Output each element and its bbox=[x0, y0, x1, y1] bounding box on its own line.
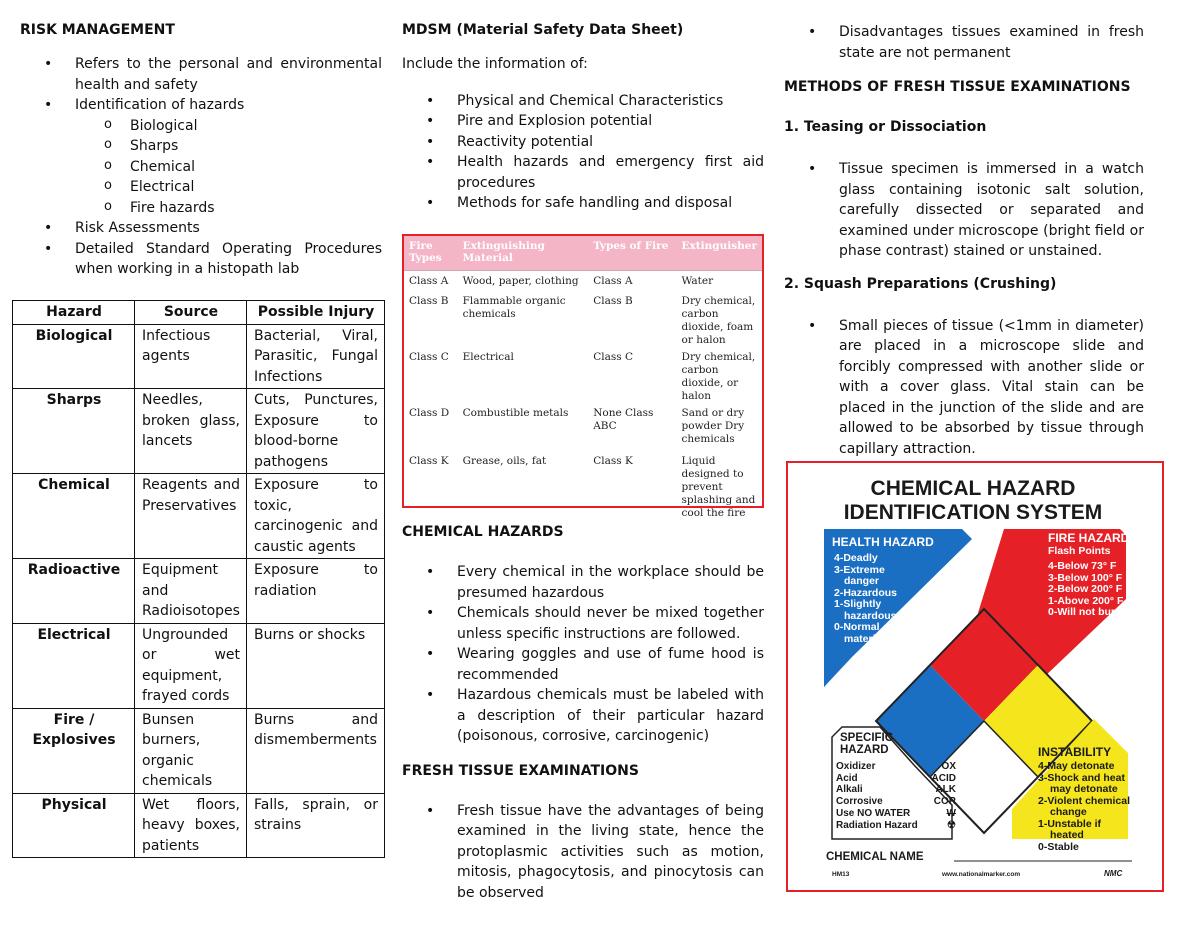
list-item: • Detailed Standard Operating Procedures when working in a histopath lab bbox=[20, 239, 382, 280]
instability-line: heated bbox=[1050, 829, 1084, 841]
list-item: • Reactivity potential bbox=[402, 132, 764, 153]
list-item bbox=[20, 95, 382, 218]
fresh-tissue-title: FRESH TISSUE EXAMINATIONS bbox=[402, 762, 639, 779]
specific-row bbox=[836, 808, 956, 820]
fire-subtitle: Flash Points bbox=[1048, 545, 1111, 557]
health-line: 0-Normal bbox=[834, 621, 880, 633]
specific-code: COR bbox=[933, 796, 956, 808]
list-item: • Refers to the personal and environmental health and safety bbox=[20, 54, 382, 95]
fire-class-cell: Class A bbox=[404, 271, 458, 292]
list-item: • Fresh tissue have the advantages of being examined in the living state, hence the protoplasmic activities such as motion, mitosis, phagocytosis, and pinocytosis can be observed bbox=[402, 801, 764, 904]
chemical-name-label: CHEMICAL NAME bbox=[826, 851, 924, 863]
fire-title: FIRE HAZARD bbox=[1048, 531, 1130, 545]
chemical-hazard-poster bbox=[786, 461, 1164, 892]
fire-types-table bbox=[404, 236, 762, 520]
table-row bbox=[13, 623, 385, 708]
table-header-row bbox=[404, 236, 762, 271]
table-row bbox=[13, 389, 385, 474]
fresh-tissue-list bbox=[402, 801, 764, 904]
poster-title-line2: IDENTIFICATION SYSTEM bbox=[843, 501, 1103, 524]
specific-row bbox=[836, 820, 956, 832]
sub-item: o Fire hazards bbox=[20, 198, 382, 219]
type-cell: Class A bbox=[588, 271, 676, 292]
poster-title-line1: CHEMICAL HAZARD bbox=[870, 477, 1076, 500]
material-cell: Grease, oils, fat bbox=[462, 455, 547, 467]
material-cell: Wood, paper, clothing bbox=[458, 271, 589, 292]
health-line: 3-Extreme bbox=[834, 563, 885, 576]
header-extinguishing-material: Extinguishing Material bbox=[458, 236, 589, 271]
msds-intro: Include the information of: bbox=[402, 56, 588, 72]
instability-line: change bbox=[1050, 806, 1087, 818]
list-item: • Wearing goggles and use of fume hood is recommended bbox=[402, 644, 764, 685]
list-item-text: Identification of hazards bbox=[75, 97, 245, 113]
sub-item: o Chemical bbox=[20, 157, 382, 178]
header-types-of-fire: Types of Fire bbox=[588, 236, 676, 271]
table-row bbox=[404, 403, 762, 451]
fire-scale bbox=[1048, 561, 1123, 619]
hazard-cell: Electrical bbox=[13, 623, 135, 708]
table-row bbox=[404, 347, 762, 403]
msds-list bbox=[402, 91, 764, 214]
fire-class-cell: Class C bbox=[409, 351, 449, 363]
list-item: • Tissue specimen is immersed in a watch glass containing isotonic salt solution, carefully dissected or separated and examined under microscope (bright field or phase contrast) stained or unstained. bbox=[784, 159, 1144, 262]
specific-title-line2: HAZARD bbox=[840, 743, 889, 756]
extinguisher-cell: Sand or dry powder Dry chemicals bbox=[681, 407, 745, 445]
list-item: • Methods for safe handling and disposal bbox=[402, 193, 764, 214]
table-row bbox=[13, 324, 385, 389]
health-line: 1-Slightly bbox=[834, 598, 882, 610]
list-item: • Pire and Explosion potential bbox=[402, 111, 764, 132]
extinguisher-cell: Liquid designed to prevent splashing and cool the fire bbox=[681, 455, 756, 519]
list-item: • Chemicals should never be mixed together unless specific instructions are followed. bbox=[402, 603, 764, 644]
material-cell: Combustible metals bbox=[462, 407, 569, 419]
source-cell: Equipment and Radioisotopes bbox=[135, 559, 247, 624]
source-cell: Reagents and Preservatives bbox=[135, 474, 247, 559]
chemical-hazards-section bbox=[402, 524, 764, 903]
injury-cell: Bacterial, Viral, Parasitic, Fungal Infections bbox=[247, 324, 385, 389]
specific-code: ACID bbox=[931, 772, 956, 784]
table-row bbox=[13, 708, 385, 793]
specific-title-line1: SPECIFIC bbox=[840, 732, 894, 744]
health-line: 2-Hazardous bbox=[834, 586, 898, 599]
list-item: • Disadvantages tissues examined in fresh state are not permanent bbox=[784, 22, 1144, 63]
instability-line: 0-Stable bbox=[1038, 840, 1079, 853]
instability-line: 1-Unstable if bbox=[1038, 817, 1102, 830]
instability-line: 2-Violent chemical bbox=[1038, 794, 1131, 807]
sub-item: o Biological bbox=[20, 116, 382, 137]
injury-cell: Cuts, Punctures, Exposure to blood-borne pathogens bbox=[247, 389, 385, 474]
chemical-hazards-list bbox=[402, 562, 764, 747]
fire-line: 2-Below 200° F bbox=[1048, 583, 1123, 595]
extinguisher-cell: Water bbox=[677, 271, 762, 292]
risk-management-section bbox=[20, 22, 382, 280]
injury-cell: Falls, sprain, or strains bbox=[247, 793, 385, 858]
source-cell: Wet floors, heavy boxes, patients bbox=[135, 793, 247, 858]
instability-scale bbox=[1038, 761, 1130, 853]
type-cell: None Class ABC bbox=[593, 407, 654, 432]
poster-url: www.nationalmarker.com bbox=[942, 871, 1021, 878]
header-fire-types: Fire Types bbox=[404, 236, 458, 271]
material-cell: Electrical bbox=[462, 351, 514, 363]
poster-code: HM13 bbox=[832, 871, 850, 878]
injury-cell: Burns or shocks bbox=[247, 623, 385, 708]
fresh-tissue-methods-section bbox=[784, 22, 1144, 459]
fire-line: 1-Above 200° F bbox=[1048, 594, 1124, 607]
nmc-logo: NMC bbox=[1104, 869, 1123, 878]
specific-name: Oxidizer bbox=[836, 761, 876, 772]
header-extinguisher: Extinguisher bbox=[677, 236, 762, 271]
method-1-title: 1. Teasing or Dissociation bbox=[784, 119, 987, 135]
sub-item: o Sharps bbox=[20, 136, 382, 157]
radiation-icon: ☢ bbox=[947, 819, 956, 831]
type-cell: Class B bbox=[593, 295, 633, 307]
specific-title bbox=[840, 733, 893, 756]
specific-row bbox=[836, 773, 956, 785]
poster-inner bbox=[802, 469, 1144, 879]
hazard-cell: Fire / Explosives bbox=[13, 708, 135, 793]
risk-list bbox=[20, 54, 382, 280]
hazard-cell: Chemical bbox=[13, 474, 135, 559]
type-cell: Class C bbox=[593, 351, 633, 363]
risk-management-title: RISK MANAGEMENT bbox=[20, 22, 175, 38]
specific-row bbox=[836, 796, 956, 808]
list-item: • Physical and Chemical Characteristics bbox=[402, 91, 764, 112]
fire-line: 3-Below 100° F bbox=[1048, 571, 1123, 584]
msds-title: MDSM (Material Safety Data Sheet) bbox=[402, 22, 684, 38]
table-row bbox=[404, 291, 762, 347]
injury-cell: Exposure to radiation bbox=[247, 559, 385, 624]
header-injury: Possible Injury bbox=[247, 301, 385, 325]
fresh-tissue-list-cont bbox=[784, 22, 1144, 63]
list-item: • Health hazards and emergency first aid procedures bbox=[402, 152, 764, 193]
sub-item: o Electrical bbox=[20, 177, 382, 198]
hazard-cell: Sharps bbox=[13, 389, 135, 474]
instability-line: may detonate bbox=[1050, 783, 1118, 795]
hazard-sub-list bbox=[20, 116, 382, 219]
specific-rows bbox=[836, 761, 956, 831]
hazard-cell: Biological bbox=[13, 324, 135, 389]
extinguisher-cell: Dry chemical, carbon dioxide, or halon bbox=[681, 351, 756, 402]
instability-line: 3-Shock and heat bbox=[1038, 771, 1125, 784]
method-2-list bbox=[784, 316, 1144, 460]
fire-line: 0-Will not burn bbox=[1048, 606, 1122, 618]
method-2-title: 2. Squash Preparations (Crushing) bbox=[784, 275, 1057, 292]
injury-cell: Exposure to toxic, carcinogenic and caustic agents bbox=[247, 474, 385, 559]
table-header-row bbox=[13, 301, 385, 325]
specific-name: Corrosive bbox=[836, 796, 883, 808]
table-row bbox=[404, 451, 762, 520]
specific-row bbox=[836, 761, 956, 773]
list-item: • Risk Assessments bbox=[20, 218, 382, 239]
hazard-table bbox=[12, 300, 385, 858]
source-cell: Ungrounded or wet equipment, frayed cords bbox=[135, 623, 247, 708]
table-row bbox=[404, 271, 762, 292]
no-water-icon: W bbox=[946, 807, 956, 819]
hazard-cell: Radioactive bbox=[13, 559, 135, 624]
health-line: material bbox=[844, 632, 885, 645]
list-item: • Small pieces of tissue (<1mm in diameter) are placed in a microscope slide and forcibly compressed with another slide or with a cover glass. Vital stain can be placed in the junction of the slide and are allowed to be absorbed by tissue through capillary attraction. bbox=[784, 316, 1144, 460]
health-line: danger bbox=[844, 575, 880, 587]
chemical-hazards-title: CHEMICAL HAZARDS bbox=[402, 524, 564, 540]
header-hazard: Hazard bbox=[13, 301, 135, 325]
table-row bbox=[13, 559, 385, 624]
specific-name: Acid bbox=[836, 772, 858, 784]
source-cell: Needles, broken glass, lancets bbox=[135, 389, 247, 474]
specific-code: OX bbox=[941, 761, 956, 772]
fire-class-cell: Class B bbox=[409, 295, 449, 307]
table-row bbox=[13, 474, 385, 559]
specific-name: Use NO WATER bbox=[836, 807, 911, 819]
type-cell: Class K bbox=[593, 455, 633, 467]
health-line: 4-Deadly bbox=[834, 552, 878, 564]
source-cell: Bunsen burners, organic chemicals bbox=[135, 708, 247, 793]
msds-section bbox=[402, 22, 764, 214]
table-row bbox=[13, 793, 385, 858]
specific-row bbox=[836, 784, 956, 796]
specific-name: Alkali bbox=[836, 784, 863, 796]
method-1-list bbox=[784, 159, 1144, 262]
health-scale bbox=[834, 553, 897, 645]
fire-types-table-image bbox=[402, 234, 764, 519]
injury-cell: Burns and dismemberments bbox=[247, 708, 385, 793]
extinguisher-cell: Dry chemical, carbon dioxide, foam or halon bbox=[681, 295, 756, 346]
specific-code: ALK bbox=[935, 784, 956, 796]
hazard-cell: Physical bbox=[13, 793, 135, 858]
list-item: • Every chemical in the workplace should be presumed hazardous bbox=[402, 562, 764, 603]
header-source: Source bbox=[135, 301, 247, 325]
source-cell: Infectious agents bbox=[135, 324, 247, 389]
instability-title: INSTABILITY bbox=[1038, 745, 1112, 759]
health-line: hazardous bbox=[844, 609, 897, 622]
fire-class-cell: Class D bbox=[409, 407, 450, 419]
list-item: • Hazardous chemicals must be labeled with a description of their particular hazard (poisonous, corrosive, carcinogenic) bbox=[402, 685, 764, 747]
health-title: HEALTH HAZARD bbox=[832, 535, 934, 549]
fire-class-cell: Class K bbox=[409, 455, 449, 467]
instability-line: 4-May detonate bbox=[1038, 760, 1115, 772]
fire-line: 4-Below 73° F bbox=[1048, 560, 1117, 572]
methods-title: METHODS OF FRESH TISSUE EXAMINATIONS bbox=[784, 79, 1131, 95]
specific-name: Radiation Hazard bbox=[836, 819, 918, 831]
material-cell: Flammable organic chemicals bbox=[462, 295, 566, 320]
